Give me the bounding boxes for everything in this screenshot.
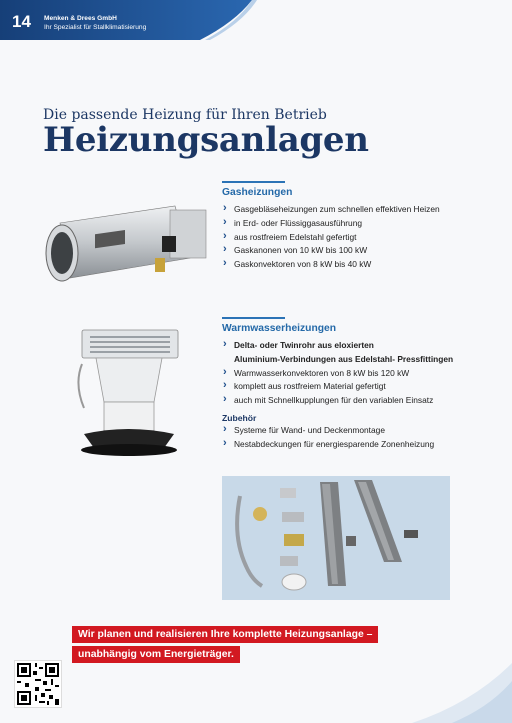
banner-line-1: [72, 624, 378, 643]
list-item: › in Erd- oder Flüssiggasausführung: [222, 217, 440, 231]
gas-list: [222, 203, 440, 272]
list-item: › Gaskonvektoren von 8 kW bis 40 kW: [222, 258, 440, 272]
section-rule: [222, 181, 285, 183]
page-title: Heizungsanlagen: [43, 120, 369, 160]
gas-heading: Gasheizungen: [222, 187, 293, 198]
corner-decoration: [372, 663, 512, 723]
list-item: › Nestabdeckungen für energiesparende Zonenheizung: [222, 438, 453, 452]
gas-section: [222, 181, 440, 272]
water-convector-image: [74, 324, 184, 464]
page-subtitle: Die passende Heizung für Ihren Betrieb: [43, 107, 327, 123]
header-band: [0, 0, 512, 40]
banner-text-1: Wir planen und realisieren Ihre komplette Heizungsanlage –: [72, 626, 378, 643]
accessories-list: [222, 424, 453, 452]
company-tagline: Ihr Spezialist für Stallklimatisierung: [44, 24, 147, 31]
list-item-continuation: Aluminium-Verbindungen aus Edelstahl- Pressfittingen: [234, 353, 454, 364]
qr-code-graphic: [15, 661, 61, 707]
list-item: › Gasgebläseheizungen zum schnellen effektiven Heizen: [222, 203, 440, 217]
company-block: [44, 14, 146, 32]
water-section: [222, 317, 453, 452]
water-list: [222, 339, 453, 353]
page-number: 14: [12, 12, 31, 31]
gas-heater-image: [40, 198, 210, 288]
section-rule: [222, 317, 285, 319]
qr-code-icon[interactable]: [14, 660, 62, 708]
list-item: › aus rostfreiem Edelstahl gefertigt: [222, 231, 440, 245]
list-item: › komplett aus rostfreiem Material gefertigt: [222, 380, 453, 394]
list-item: › Warmwasserkonvektoren von 8 kW bis 120 kW: [222, 367, 453, 381]
list-item-bold: › Delta- oder Twinrohr aus eloxierten: [222, 339, 453, 353]
fittings-illustration: [222, 476, 450, 600]
water-heading: Warmwasserheizungen: [222, 323, 337, 334]
list-item: › Gaskanonen von 10 kW bis 100 kW: [222, 244, 440, 258]
water-list-cont: [222, 367, 453, 408]
company-name: Menken & Drees GmbH: [44, 15, 117, 22]
list-item: › Systeme für Wand- und Deckenmontage: [222, 424, 453, 438]
list-item: › auch mit Schnellkupplungen für den variablen Einsatz: [222, 394, 453, 408]
fittings-image: [222, 476, 450, 600]
banner-text-2: unabhängig vom Energieträger.: [72, 646, 240, 663]
banner-line-2: [72, 644, 240, 663]
accessories-heading: Zubehör: [222, 412, 257, 423]
